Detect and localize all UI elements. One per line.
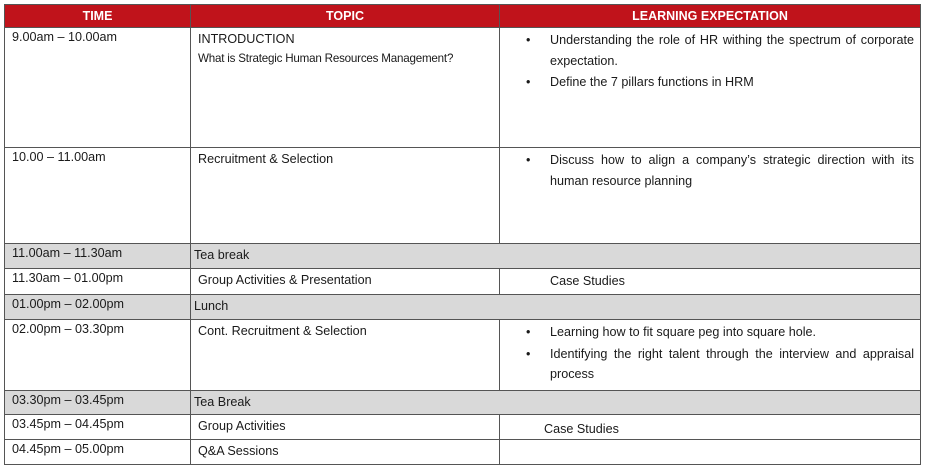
list-item bbox=[526, 72, 914, 93]
bullet-icon: • bbox=[526, 153, 531, 167]
expectation-text: Case Studies bbox=[550, 274, 625, 288]
time-cell: 9.00am – 10.00am bbox=[5, 28, 191, 148]
time-cell: 10.00 – 11.00am bbox=[5, 148, 191, 244]
topic-cell: Q&A Sessions bbox=[191, 440, 500, 465]
table-row bbox=[5, 148, 921, 244]
expectation-cell bbox=[500, 440, 921, 465]
expectation-list bbox=[526, 30, 914, 93]
expectation-text: Understanding the role of HR withing the spectrum of corporate expectation. bbox=[550, 33, 914, 68]
header-learning-expectation: LEARNING EXPECTATION bbox=[500, 5, 921, 28]
header-time: TIME bbox=[5, 5, 191, 28]
time-cell: 11.00am – 11.30am bbox=[5, 244, 191, 269]
topic-cell: Group Activities & Presentation bbox=[191, 269, 500, 295]
break-label: Lunch bbox=[191, 295, 921, 320]
break-label: Tea Break bbox=[191, 391, 921, 415]
list-item bbox=[526, 344, 914, 385]
list-item bbox=[526, 150, 914, 191]
header-topic: TOPIC bbox=[191, 5, 500, 28]
time-cell: 02.00pm – 03.30pm bbox=[5, 320, 191, 391]
break-row bbox=[5, 244, 921, 269]
time-cell: 03.30pm – 03.45pm bbox=[5, 391, 191, 415]
expectation-text: Case Studies bbox=[544, 422, 619, 436]
time-cell: 11.30am – 01.00pm bbox=[5, 269, 191, 295]
expectation-cell bbox=[500, 148, 921, 244]
expectation-cell bbox=[500, 28, 921, 148]
list-item bbox=[526, 322, 914, 343]
table-row bbox=[5, 28, 921, 148]
topic-title: Recruitment & Selection bbox=[198, 152, 334, 166]
list-item bbox=[526, 30, 914, 71]
topic-cell: Group Activities bbox=[191, 415, 500, 440]
topic-cell bbox=[191, 148, 500, 244]
expectation-cell bbox=[500, 269, 921, 295]
break-label: Tea break bbox=[191, 244, 921, 269]
time-cell: 04.45pm – 05.00pm bbox=[5, 440, 191, 465]
table-header-row bbox=[5, 5, 921, 28]
break-row bbox=[5, 391, 921, 415]
break-row bbox=[5, 295, 921, 320]
expectation-cell bbox=[500, 320, 921, 391]
table-row bbox=[5, 415, 921, 440]
expectation-text: Learning how to fit square peg into square hole. bbox=[550, 325, 817, 339]
expectation-text: Discuss how to align a company’s strategic direction with its human resource planning bbox=[550, 153, 914, 188]
bullet-icon: • bbox=[526, 325, 531, 339]
time-cell: 03.45pm – 04.45pm bbox=[5, 415, 191, 440]
topic-title: INTRODUCTION bbox=[198, 32, 295, 46]
table-row bbox=[5, 440, 921, 465]
expectation-list bbox=[526, 322, 914, 385]
expectation-text: Define the 7 pillars functions in HRM bbox=[550, 75, 754, 89]
time-cell: 01.00pm – 02.00pm bbox=[5, 295, 191, 320]
table-row bbox=[5, 320, 921, 391]
expectation-list bbox=[526, 150, 914, 191]
expectation-cell bbox=[500, 415, 921, 440]
table-row bbox=[5, 269, 921, 295]
bullet-icon: • bbox=[526, 33, 531, 47]
topic-cell: Cont. Recruitment & Selection bbox=[191, 320, 500, 391]
bullet-icon: • bbox=[526, 75, 531, 89]
bullet-icon: • bbox=[526, 346, 531, 361]
topic-cell bbox=[191, 28, 500, 148]
expectation-text: Identifying the right talent through the interview and appraisal process bbox=[550, 346, 914, 381]
schedule-table bbox=[4, 4, 921, 465]
topic-subtitle: What is Strategic Human Resources Management? bbox=[198, 52, 454, 65]
